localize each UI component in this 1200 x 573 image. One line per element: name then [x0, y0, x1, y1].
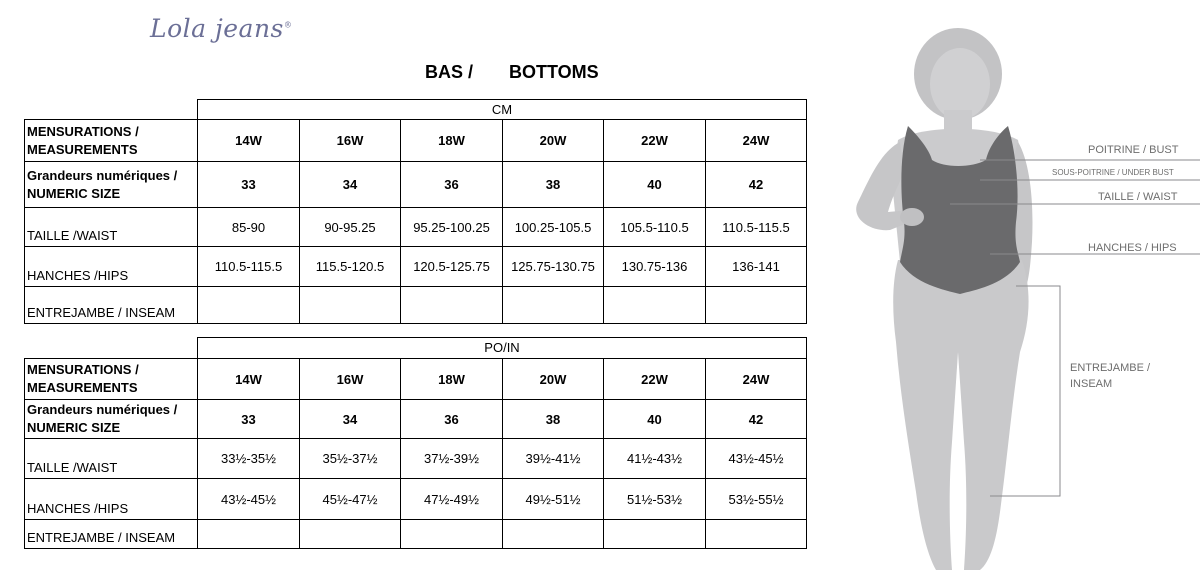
inseam-value: [198, 287, 300, 324]
table-unit-row: [25, 338, 807, 359]
hips-value: 120.5-125.75: [401, 247, 503, 287]
page-title: [425, 62, 599, 83]
hips-value: 45½-47½: [300, 479, 401, 520]
hips-value: 51½-53½: [604, 479, 706, 520]
table-unit-row: [25, 100, 807, 120]
inseam-value: [503, 287, 604, 324]
waist-value: 100.25-105.5: [503, 208, 604, 247]
row-label-waist: TAILLE /WAIST: [25, 208, 198, 247]
numeric-size: 42: [706, 400, 807, 439]
blank-cell: [25, 100, 198, 120]
hips-value: 47½-49½: [401, 479, 503, 520]
numeric-size: 40: [604, 400, 706, 439]
size-header: 24W: [706, 359, 807, 400]
row-label-inseam: ENTREJAMBE / INSEAM: [25, 520, 198, 549]
table-row-inseam: [25, 287, 807, 324]
title-english: BOTTOMS: [509, 62, 599, 82]
row-label-numeric: Grandeurs numériques / NUMERIC SIZE: [25, 400, 198, 439]
numeric-size: 36: [401, 400, 503, 439]
title-french: BAS /: [425, 62, 474, 82]
waist-value: 41½-43½: [604, 439, 706, 479]
size-header: 14W: [198, 120, 300, 162]
table-row-hips: [25, 479, 807, 520]
size-header: 20W: [503, 120, 604, 162]
hips-value: 53½-55½: [706, 479, 807, 520]
waist-value: 110.5-115.5: [706, 208, 807, 247]
numeric-size: 42: [706, 162, 807, 208]
table-row-hips: [25, 247, 807, 287]
waist-value: 33½-35½: [198, 439, 300, 479]
inseam-value: [401, 520, 503, 549]
row-label-waist: TAILLE /WAIST: [25, 439, 198, 479]
size-header: 18W: [401, 120, 503, 162]
unit-header: PO/IN: [198, 338, 807, 359]
inseam-value: [706, 287, 807, 324]
numeric-size: 34: [300, 400, 401, 439]
waist-value: 105.5-110.5: [604, 208, 706, 247]
inseam-value: [401, 287, 503, 324]
numeric-size: 38: [503, 162, 604, 208]
inseam-value: [706, 520, 807, 549]
silhouette-figure: [840, 22, 1200, 573]
inseam-value: [604, 520, 706, 549]
inseam-value: [604, 287, 706, 324]
waist-value: 35½-37½: [300, 439, 401, 479]
unit-header: CM: [198, 100, 807, 120]
waist-value: 37½-39½: [401, 439, 503, 479]
hips-value: 115.5-120.5: [300, 247, 401, 287]
hips-value: 43½-45½: [198, 479, 300, 520]
size-header: 20W: [503, 359, 604, 400]
hips-value: 49½-51½: [503, 479, 604, 520]
row-label-measurements: MENSURATIONS / MEASUREMENTS: [25, 120, 198, 162]
numeric-size: 33: [198, 162, 300, 208]
body-silhouette: [856, 28, 1032, 570]
numeric-size: 36: [401, 162, 503, 208]
waist-value: 39½-41½: [503, 439, 604, 479]
row-label-numeric: Grandeurs numériques / NUMERIC SIZE: [25, 162, 198, 208]
body-measurement-figure: [840, 22, 1200, 573]
annotation-inseam-line1: ENTREJAMBE /: [1070, 362, 1151, 374]
inseam-value: [503, 520, 604, 549]
size-header: 16W: [300, 120, 401, 162]
registered-mark: ®: [283, 20, 293, 30]
size-header: 14W: [198, 359, 300, 400]
table-row-inseam: [25, 520, 807, 549]
size-header: 16W: [300, 359, 401, 400]
row-label-hips: HANCHES /HIPS: [25, 247, 198, 287]
annotation-underbust: SOUS-POITRINE / UNDER BUST: [1052, 168, 1174, 177]
inseam-value: [300, 520, 401, 549]
waist-value: 85-90: [198, 208, 300, 247]
inseam-value: [198, 520, 300, 549]
row-label-inseam: ENTREJAMBE / INSEAM: [25, 287, 198, 324]
brand-logo: [150, 14, 292, 43]
table-row-waist: [25, 439, 807, 479]
hips-value: 130.75-136: [604, 247, 706, 287]
numeric-size: 33: [198, 400, 300, 439]
annotation-inseam-line2: INSEAM: [1070, 378, 1113, 390]
table-row-sizes: [25, 120, 807, 162]
row-label-hips: HANCHES /HIPS: [25, 479, 198, 520]
inseam-value: [300, 287, 401, 324]
size-header: 22W: [604, 359, 706, 400]
size-table-inches: [24, 337, 807, 549]
size-header: 24W: [706, 120, 807, 162]
brand-logo-text: Lola jeans: [150, 14, 284, 43]
row-label-measurements: MENSURATIONS / MEASUREMENTS: [25, 359, 198, 400]
waist-value: 43½-45½: [706, 439, 807, 479]
annotation-bust: POITRINE / BUST: [1088, 144, 1179, 156]
numeric-size: 40: [604, 162, 706, 208]
size-header: 22W: [604, 120, 706, 162]
table-row-waist: [25, 208, 807, 247]
hips-value: 110.5-115.5: [198, 247, 300, 287]
annotation-waist: TAILLE / WAIST: [1098, 191, 1178, 203]
size-table-cm: [24, 99, 807, 324]
numeric-size: 34: [300, 162, 401, 208]
table-row-numeric: [25, 400, 807, 439]
table-row-sizes: [25, 359, 807, 400]
waist-value: 95.25-100.25: [401, 208, 503, 247]
hips-value: 136-141: [706, 247, 807, 287]
hips-value: 125.75-130.75: [503, 247, 604, 287]
blank-cell: [25, 338, 198, 359]
waist-value: 90-95.25: [300, 208, 401, 247]
annotation-hips: HANCHES / HIPS: [1088, 242, 1177, 254]
table-row-numeric: [25, 162, 807, 208]
numeric-size: 38: [503, 400, 604, 439]
size-header: 18W: [401, 359, 503, 400]
